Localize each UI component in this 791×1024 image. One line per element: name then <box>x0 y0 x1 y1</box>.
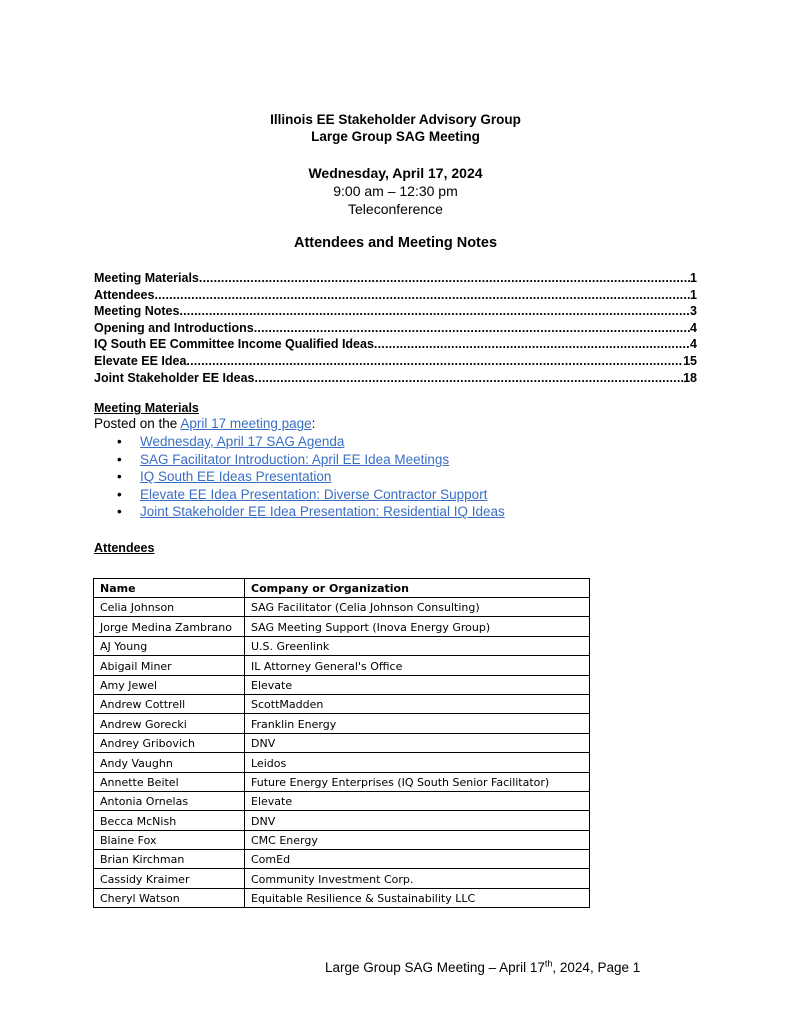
table-row <box>94 617 590 636</box>
toc-entry-label: IQ South EE Committee Income Qualified Ideas <box>94 337 374 352</box>
meeting-page-link[interactable]: April 17 meeting page <box>180 416 312 431</box>
toc-entry-label: Meeting Materials <box>94 271 199 285</box>
toc-leader-dots <box>254 320 690 337</box>
posted-prefix: Posted on the <box>94 416 181 431</box>
toc-entry-page: 3 <box>690 304 697 319</box>
toc-entry-page: 15 <box>683 353 697 368</box>
attendee-organization: DNV <box>245 733 590 752</box>
toc-entry[interactable] <box>94 303 697 320</box>
toc-leader-dots <box>254 370 683 387</box>
attendee-name: Abigail Miner <box>94 656 245 675</box>
table-row <box>94 869 590 888</box>
attendee-organization: Community Investment Corp. <box>245 869 590 888</box>
table-row <box>94 714 590 733</box>
attendee-name: Brian Kirchman <box>94 850 245 869</box>
column-header-name: Name <box>94 579 245 598</box>
toc-leader-dots <box>186 353 683 370</box>
attendee-organization: ScottMadden <box>245 694 590 713</box>
list-item <box>117 433 505 451</box>
table-row <box>94 636 590 655</box>
table-row <box>94 753 590 772</box>
attendee-organization: Elevate <box>245 675 590 694</box>
toc-entry-label: Elevate EE Idea <box>94 353 187 368</box>
table-row <box>94 830 590 849</box>
toc-entry-page: 4 <box>690 320 697 335</box>
table-row <box>94 694 590 713</box>
material-link[interactable]: Wednesday, April 17 SAG Agenda <box>140 434 345 449</box>
attendee-organization: CMC Energy <box>245 830 590 849</box>
toc-entry[interactable] <box>94 353 697 370</box>
toc-entry[interactable] <box>94 370 697 387</box>
table-row <box>94 598 590 617</box>
toc-leader-dots <box>199 270 690 287</box>
attendee-organization: SAG Facilitator (Celia Johnson Consulting) <box>245 598 590 617</box>
toc-entry[interactable] <box>94 287 697 304</box>
attendee-name: AJ Young <box>94 636 245 655</box>
toc-entry-label: Opening and Introductions <box>94 320 254 335</box>
table-row <box>94 656 590 675</box>
meeting-time: 9:00 am – 12:30 pm <box>333 183 458 199</box>
org-title: Illinois EE Stakeholder Advisory Group <box>270 112 521 127</box>
posted-suffix: : <box>311 416 316 431</box>
attendee-name: Becca McNish <box>94 811 245 830</box>
posted-line <box>94 416 315 431</box>
toc-entry-label: Meeting Notes <box>94 304 180 319</box>
meeting-details <box>0 164 791 218</box>
table-row <box>94 850 590 869</box>
table-row <box>94 675 590 694</box>
column-header-organization: Company or Organization <box>245 579 590 598</box>
toc-leader-dots <box>374 336 690 353</box>
table-row <box>94 791 590 810</box>
table-row <box>94 733 590 752</box>
attendee-name: Blaine Fox <box>94 830 245 849</box>
material-link[interactable]: IQ South EE Ideas Presentation <box>140 469 332 485</box>
material-link[interactable]: SAG Facilitator Introduction: April EE Idea Meetings <box>140 451 450 467</box>
meeting-location: Teleconference <box>348 201 443 217</box>
toc-entry[interactable] <box>94 270 697 287</box>
table-row <box>94 888 590 907</box>
toc-leader-dots <box>154 287 690 304</box>
attendee-name: Cassidy Kraimer <box>94 869 245 888</box>
attendee-organization: IL Attorney General's Office <box>245 656 590 675</box>
attendee-organization: Elevate <box>245 791 590 810</box>
attendee-name: Andrey Gribovich <box>94 733 245 752</box>
attendee-organization: U.S. Greenlink <box>245 636 590 655</box>
footer-suffix: , 2024, Page 1 <box>552 960 641 975</box>
list-item <box>117 503 505 521</box>
attendee-name: Andrew Cottrell <box>94 694 245 713</box>
meeting-title: Large Group SAG Meeting <box>311 129 480 144</box>
material-link[interactable]: Elevate EE Idea Presentation: Diverse Contractor Support <box>140 486 488 502</box>
attendee-name: Celia Johnson <box>94 598 245 617</box>
list-item <box>117 486 505 504</box>
attendee-name: Antonia Ornelas <box>94 791 245 810</box>
toc-entry-page: 4 <box>690 337 697 352</box>
attendee-name: Jorge Medina Zambrano <box>94 617 245 636</box>
attendee-name: Andrew Gorecki <box>94 714 245 733</box>
attendee-organization: Future Energy Enterprises (IQ South Senior Facilitator) <box>245 772 590 791</box>
attendee-name: Andy Vaughn <box>94 753 245 772</box>
toc-leader-dots <box>179 303 690 320</box>
toc-entry-page: 1 <box>690 271 697 285</box>
footer-ordinal: th <box>544 958 553 969</box>
footer-prefix: Large Group SAG Meeting – April 17 <box>325 960 545 975</box>
table-header-row <box>94 579 590 598</box>
document-title: Attendees and Meeting Notes <box>293 235 498 251</box>
toc-entry[interactable] <box>94 336 697 353</box>
materials-list <box>117 433 505 521</box>
toc-entry-label: Attendees <box>94 287 155 302</box>
attendee-organization: ComEd <box>245 850 590 869</box>
materials-heading: Meeting Materials <box>94 401 199 415</box>
title-block <box>0 111 791 145</box>
attendees-table <box>93 578 590 908</box>
page-footer <box>325 960 640 975</box>
attendee-organization: SAG Meeting Support (Inova Energy Group) <box>245 617 590 636</box>
toc-entry-label: Joint Stakeholder EE Ideas <box>94 370 255 385</box>
table-of-contents <box>94 270 697 386</box>
attendee-organization: Franklin Energy <box>245 714 590 733</box>
attendee-name: Annette Beitel <box>94 772 245 791</box>
attendee-organization: Leidos <box>245 753 590 772</box>
attendee-organization: Equitable Resilience & Sustainability LLC <box>245 888 590 907</box>
attendee-name: Cheryl Watson <box>94 888 245 907</box>
list-item <box>117 451 505 469</box>
toc-entry-page: 1 <box>690 287 697 302</box>
meeting-date: Wednesday, April 17, 2024 <box>308 165 483 181</box>
attendee-name: Amy Jewel <box>94 675 245 694</box>
table-row <box>94 811 590 830</box>
material-link[interactable]: Joint Stakeholder EE Idea Presentation: Residential IQ Ideas <box>140 504 505 520</box>
table-row <box>94 772 590 791</box>
attendees-heading: Attendees <box>94 541 155 555</box>
attendee-organization: DNV <box>245 811 590 830</box>
toc-entry[interactable] <box>94 320 697 337</box>
list-item <box>117 468 505 486</box>
toc-entry-page: 18 <box>683 370 697 385</box>
